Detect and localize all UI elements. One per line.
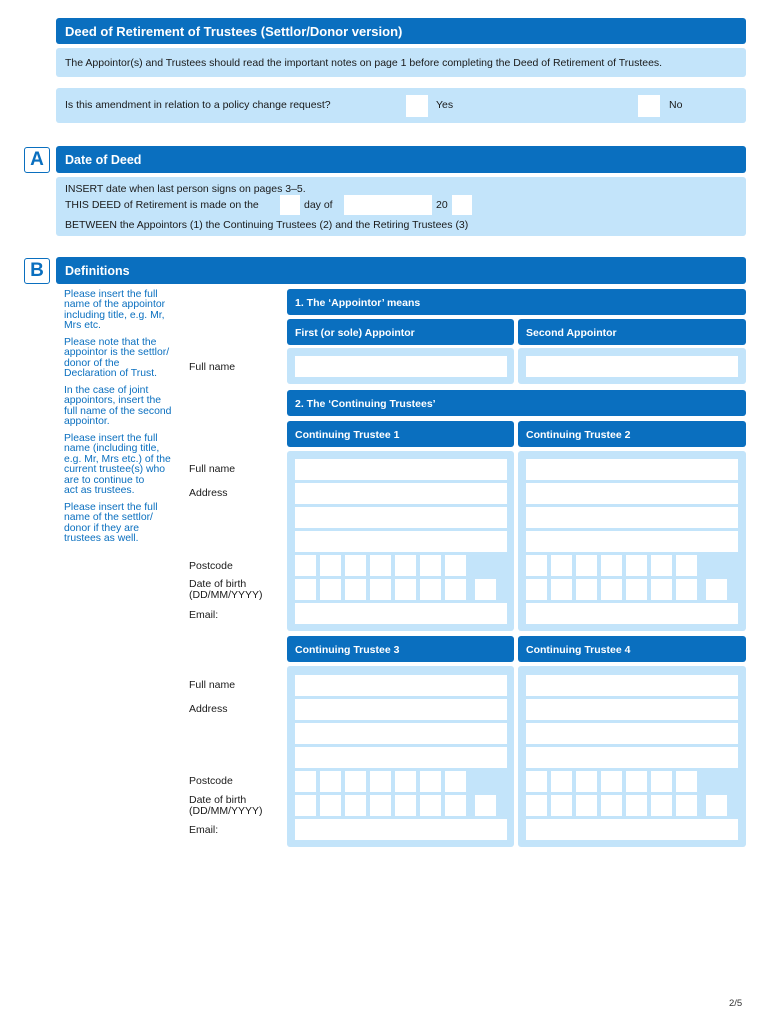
deed-day-field[interactable] <box>280 195 300 215</box>
postcode-char-box[interactable] <box>320 555 341 576</box>
trustee-2-address-line-2[interactable] <box>526 507 738 528</box>
dob-digit-box[interactable] <box>295 579 316 600</box>
dob-label-line: (DD/MM/YYYY) <box>189 589 263 601</box>
trustee-1-full-name-input[interactable] <box>295 459 507 480</box>
trustee-4-email-input[interactable] <box>526 819 738 840</box>
amendment-yes-label: Yes <box>436 99 454 111</box>
postcode-char-box[interactable] <box>551 771 572 792</box>
dob-digit-box[interactable] <box>651 579 672 600</box>
continuing-heading: 2. The ‘Continuing Trustees’ <box>295 398 436 410</box>
trustee-4-postcode-boxes <box>526 771 726 792</box>
note-appointor-name <box>64 290 165 332</box>
postcode-char-box[interactable] <box>395 555 416 576</box>
note-line: trustees as well. <box>64 533 139 545</box>
first-appointor-name-input[interactable] <box>295 356 507 377</box>
note-line: e.g. Mr, Mrs etc.) of the <box>64 453 171 465</box>
postcode-char-box[interactable] <box>526 555 547 576</box>
dob-digit-box[interactable] <box>676 579 697 600</box>
postcode-char-box[interactable] <box>651 555 672 576</box>
note-line: name (including title, <box>64 443 160 455</box>
postcode-char-box[interactable] <box>345 771 366 792</box>
dob-digit-box[interactable] <box>475 795 496 816</box>
postcode-char-box[interactable] <box>420 771 441 792</box>
trustee-1-dob-boxes <box>295 579 507 600</box>
trustee-1-email-input[interactable] <box>295 603 507 624</box>
form-title: Deed of Retirement of Trustees (Settlor/Donor version) <box>65 24 403 39</box>
postcode-char-box[interactable] <box>551 555 572 576</box>
trustee-row1-address-label: Address <box>189 487 228 499</box>
trustee-4-address-line-1[interactable] <box>526 699 738 720</box>
trustee-4-header <box>518 636 746 662</box>
trustee-2-postcode-boxes <box>526 555 726 576</box>
trustee-2-header <box>518 421 746 447</box>
dob-digit-box[interactable] <box>420 579 441 600</box>
second-appointor-header <box>518 319 746 345</box>
trustee-4-address-line-3[interactable] <box>526 747 738 768</box>
day-of-text: day of <box>304 199 333 211</box>
note-settlor-trustee <box>64 503 158 545</box>
deed-month-field[interactable] <box>344 195 432 215</box>
dob-digit-box[interactable] <box>445 795 466 816</box>
dob-digit-box[interactable] <box>345 579 366 600</box>
postcode-char-box[interactable] <box>526 771 547 792</box>
trustee-row1-dob-label <box>189 579 263 601</box>
dob-digit-box[interactable] <box>395 795 416 816</box>
section-a-letter: A <box>24 147 50 173</box>
trustee-row1-postcode-label: Postcode <box>189 560 233 572</box>
trustee-3-address-line-3[interactable] <box>295 747 507 768</box>
trustee-row2-full-name-label: Full name <box>189 679 236 691</box>
postcode-char-box[interactable] <box>626 555 647 576</box>
trustee-row2-dob-label <box>189 795 263 817</box>
dob-digit-box[interactable] <box>320 795 341 816</box>
dob-digit-box[interactable] <box>526 579 547 600</box>
trustee-3-email-input[interactable] <box>295 819 507 840</box>
postcode-char-box[interactable] <box>320 771 341 792</box>
trustee-4-label: Continuing Trustee 4 <box>526 644 631 656</box>
trustee-2-email-input[interactable] <box>526 603 738 624</box>
section-a-panel <box>56 177 746 236</box>
dob-digit-box[interactable] <box>576 795 597 816</box>
dob-digit-box[interactable] <box>706 579 727 600</box>
postcode-char-box[interactable] <box>395 771 416 792</box>
postcode-char-box[interactable] <box>651 771 672 792</box>
appointor-heading-bar <box>287 289 746 315</box>
dob-digit-box[interactable] <box>395 579 416 600</box>
second-appointor-label: Second Appointor <box>526 327 617 339</box>
appointor-heading: 1. The ‘Appointor’ means <box>295 297 421 309</box>
trustee-1-postcode-boxes <box>295 555 495 576</box>
note-line: current trustee(s) who <box>64 464 166 476</box>
note-line: full name of the second <box>64 405 172 417</box>
note-line: act as trustees. <box>64 485 135 497</box>
trustee-1-address-line-2[interactable] <box>295 507 507 528</box>
note-line: name of the settlor/ <box>64 512 153 524</box>
note-line: appointor. <box>64 416 110 428</box>
note-continuing-trustees <box>64 434 171 496</box>
postcode-char-box[interactable] <box>445 555 466 576</box>
postcode-char-box[interactable] <box>345 555 366 576</box>
trustee-4-dob-boxes <box>526 795 738 816</box>
postcode-char-box[interactable] <box>370 771 391 792</box>
trustee-4-address-line-2[interactable] <box>526 723 738 744</box>
dob-digit-box[interactable] <box>295 795 316 816</box>
deed-made-on-text: THIS DEED of Retirement is made on the <box>65 199 259 211</box>
dob-digit-box[interactable] <box>345 795 366 816</box>
postcode-char-box[interactable] <box>420 555 441 576</box>
note-line: Please note that the <box>64 337 157 348</box>
dob-digit-box[interactable] <box>526 795 547 816</box>
dob-label-line: (DD/MM/YYYY) <box>189 805 263 817</box>
trustee-1-header <box>287 421 514 447</box>
dob-digit-box[interactable] <box>320 579 341 600</box>
trustee-1-address-line-1[interactable] <box>295 483 507 504</box>
postcode-char-box[interactable] <box>295 555 316 576</box>
postcode-char-box[interactable] <box>445 771 466 792</box>
trustee-3-postcode-boxes <box>295 771 495 792</box>
note-line: appointors, insert the <box>64 395 162 407</box>
dob-digit-box[interactable] <box>626 579 647 600</box>
trustee-row2-address-label: Address <box>189 703 228 715</box>
dob-digit-box[interactable] <box>420 795 441 816</box>
trustee-row1-email-label: Email: <box>189 609 219 621</box>
trustee-row1-full-name-label: Full name <box>189 463 236 475</box>
dob-digit-box[interactable] <box>475 579 496 600</box>
trustee-3-address-line-2[interactable] <box>295 723 507 744</box>
dob-digit-box[interactable] <box>576 579 597 600</box>
dob-digit-box[interactable] <box>370 795 391 816</box>
trustee-row2-postcode-label: Postcode <box>189 775 233 787</box>
dob-digit-box[interactable] <box>601 795 622 816</box>
dob-label-line: Date of birth <box>189 578 247 590</box>
amendment-question: Is this amendment in relation to a policy change request? <box>65 99 331 111</box>
postcode-char-box[interactable] <box>576 771 597 792</box>
dob-digit-box[interactable] <box>601 579 622 600</box>
postcode-char-box[interactable] <box>601 555 622 576</box>
first-appointor-header <box>287 319 514 345</box>
dob-digit-box[interactable] <box>706 795 727 816</box>
trustee-3-header <box>287 636 514 662</box>
section-b-title-bar <box>56 257 746 284</box>
trustee-1-address-line-3[interactable] <box>295 531 507 552</box>
amendment-panel <box>56 88 746 123</box>
between-parties-text: BETWEEN the Appointors (1) the Continuing Trustees (2) and the Retiring Trustees (3) <box>65 219 469 231</box>
trustee-2-address-line-3[interactable] <box>526 531 738 552</box>
continuing-heading-bar <box>287 390 746 416</box>
dob-digit-box[interactable] <box>445 579 466 600</box>
appointor-full-name-label: Full name <box>189 361 236 373</box>
trustee-2-address-line-1[interactable] <box>526 483 738 504</box>
note-line: Declaration of Trust. <box>64 368 157 380</box>
trustee-3-label: Continuing Trustee 3 <box>295 644 400 656</box>
intro-text: The Appointor(s) and Trustees should read the important notes on page 1 before completing the Deed of Retirement of Trustees. <box>65 57 663 69</box>
postcode-char-box[interactable] <box>370 555 391 576</box>
note-appointor-settlor <box>64 338 169 380</box>
note-line: Please insert the full <box>64 502 158 513</box>
trustee-2-full-name-input[interactable] <box>526 459 738 480</box>
dob-digit-box[interactable] <box>651 795 672 816</box>
section-b-title: Definitions <box>65 264 130 278</box>
note-line: appointor is the settlor/ <box>64 347 170 359</box>
form-title-bar <box>56 18 746 44</box>
section-b-letter: B <box>24 258 50 284</box>
postcode-char-box[interactable] <box>295 771 316 792</box>
year-prefix-text: 20 <box>436 199 448 211</box>
dob-digit-box[interactable] <box>370 579 391 600</box>
postcode-char-box[interactable] <box>676 771 697 792</box>
trustee-2-dob-boxes <box>526 579 738 600</box>
dob-digit-box[interactable] <box>676 795 697 816</box>
trustee-4-full-name-input[interactable] <box>526 675 738 696</box>
postcode-char-box[interactable] <box>576 555 597 576</box>
dob-label-line: Date of birth <box>189 794 247 806</box>
trustee-1-label: Continuing Trustee 1 <box>295 429 400 441</box>
deed-year-field[interactable] <box>452 195 472 215</box>
postcode-char-box[interactable] <box>626 771 647 792</box>
note-line: Please insert the full <box>64 289 158 300</box>
trustee-row2-email-label: Email: <box>189 824 219 836</box>
trustee-3-dob-boxes <box>295 795 507 816</box>
dob-digit-box[interactable] <box>551 795 572 816</box>
note-line: Please insert the full <box>64 433 158 444</box>
intro-panel <box>56 48 746 77</box>
postcode-char-box[interactable] <box>601 771 622 792</box>
amendment-no-checkbox[interactable] <box>638 95 660 117</box>
note-joint-appointors <box>64 386 171 428</box>
first-appointor-label: First (or sole) Appointor <box>295 327 415 339</box>
note-line: name of the appointor <box>64 299 166 311</box>
postcode-char-box[interactable] <box>676 555 697 576</box>
amendment-yes-checkbox[interactable] <box>406 95 428 117</box>
section-a-title: Date of Deed <box>65 153 142 167</box>
note-line: In the case of joint <box>64 385 149 396</box>
note-line: donor of the <box>64 357 120 369</box>
dob-digit-box[interactable] <box>626 795 647 816</box>
dob-digit-box[interactable] <box>551 579 572 600</box>
note-line: including title, e.g. Mr, <box>64 309 165 321</box>
date-instruction: INSERT date when last person signs on pages 3–5. <box>65 183 306 195</box>
amendment-no-label: No <box>669 99 683 111</box>
note-line: Mrs etc. <box>64 320 101 332</box>
trustee-3-address-line-1[interactable] <box>295 699 507 720</box>
second-appointor-name-input[interactable] <box>526 356 738 377</box>
page-number: 2/5 <box>729 998 743 1009</box>
note-line: are to continue to <box>64 474 145 486</box>
trustee-3-full-name-input[interactable] <box>295 675 507 696</box>
note-line: donor if they are <box>64 522 140 534</box>
section-a-title-bar <box>56 146 746 173</box>
trustee-2-label: Continuing Trustee 2 <box>526 429 631 441</box>
